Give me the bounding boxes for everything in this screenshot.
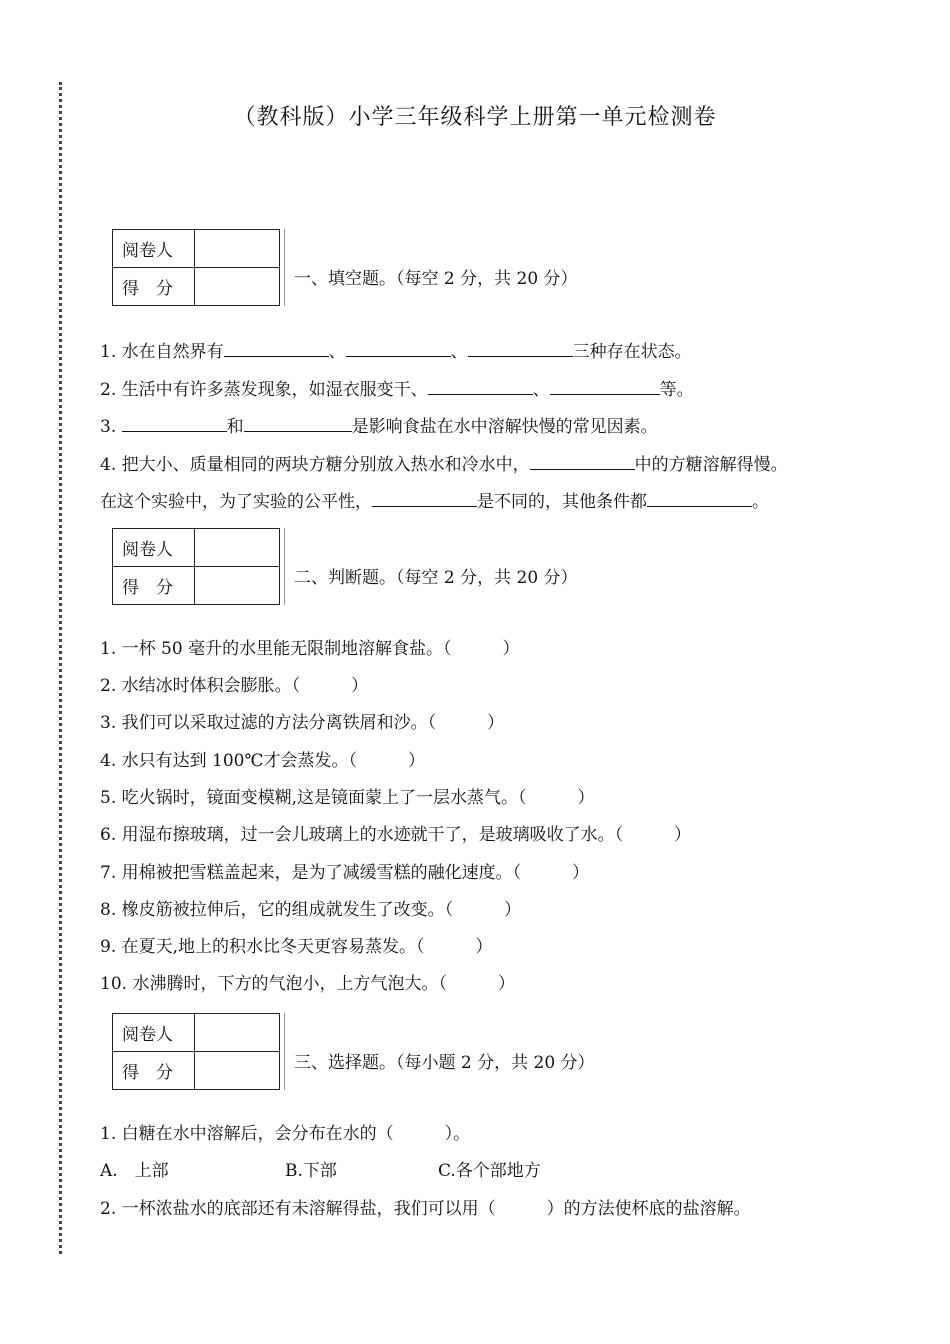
fill-question-4: [100, 451, 788, 477]
judge-question-5: 5. 吃火锅时，镜面变模糊,这是镜面蒙上了一层水蒸气。（ ）: [100, 788, 595, 808]
q-text: 3.: [100, 417, 122, 437]
fill-question-1: [100, 338, 692, 364]
section-heading-true-false: 二、判断题。（每空 2 分，共 20 分）: [294, 568, 578, 588]
reviewer-label: 阅卷人: [113, 1014, 195, 1052]
q-text: 和: [226, 417, 244, 437]
answer-blank[interactable]: [530, 451, 635, 470]
q-text: 中的方糖溶解得慢。: [634, 455, 788, 475]
option-a[interactable]: A. 上部: [100, 1161, 169, 1181]
fill-question-2: [100, 376, 694, 402]
answer-blank[interactable]: [244, 413, 352, 432]
fill-question-4-cont: [100, 488, 769, 514]
score-cell: [195, 567, 280, 605]
score-box-divider: [284, 229, 285, 306]
reviewer-label: 阅卷人: [113, 230, 195, 268]
reviewer-cell: [195, 230, 280, 268]
q-text: 4. 把大小、质量相同的两块方糖分别放入热水和冷水中，: [100, 455, 530, 475]
q-text: 在这个实验中，为了实验的公平性，: [100, 492, 372, 512]
q-text: 是影响食盐在水中溶解快慢的常见因素。: [351, 417, 658, 437]
answer-blank[interactable]: [647, 488, 752, 507]
q-text: 2. 生活中有许多蒸发现象，如湿衣服变干、: [100, 380, 428, 400]
q-text: 等。: [659, 380, 694, 400]
score-label: 得 分: [113, 268, 195, 306]
judge-question-3: 3. 我们可以采取过滤的方法分离铁屑和沙。（ ）: [100, 713, 505, 733]
reviewer-cell: [195, 529, 280, 567]
score-box-divider: [284, 1013, 285, 1090]
answer-blank[interactable]: [428, 376, 533, 395]
answer-blank[interactable]: [468, 338, 573, 357]
q-text: 三种存在状态。: [572, 342, 692, 362]
score-label: 得 分: [113, 1052, 195, 1090]
choice-question-1: 1. 白糖在水中溶解后，会分布在水的（ ）。: [100, 1124, 471, 1144]
judge-question-7: 7. 用棉被把雪糕盖起来，是为了减缓雪糕的融化速度。（ ）: [100, 863, 590, 883]
score-box-divider: [284, 528, 285, 605]
judge-question-2: 2. 水结冰时体积会膨胀。（ ）: [100, 676, 369, 696]
q-text: 、: [328, 342, 346, 362]
score-cell: [195, 1052, 280, 1090]
answer-blank[interactable]: [122, 413, 227, 432]
q-text: 1. 水在自然界有: [100, 342, 224, 362]
judge-question-4: 4. 水只有达到 100℃才会蒸发。（ ）: [100, 751, 425, 771]
page-title: （教科版）小学三年级科学上册第一单元检测卷: [233, 105, 717, 130]
score-box: [112, 229, 280, 306]
reviewer-cell: [195, 1014, 280, 1052]
section-heading-choice: 三、选择题。（每小题 2 分，共 20 分）: [294, 1053, 595, 1073]
answer-blank[interactable]: [346, 338, 451, 357]
score-box: [112, 1013, 280, 1090]
section-heading-fill-blank: 一、填空题。（每空 2 分，共 20 分）: [294, 269, 578, 289]
option-b[interactable]: B.下部: [285, 1161, 337, 1181]
binding-dotted-line: [59, 82, 62, 1254]
q-text: 、: [532, 380, 550, 400]
answer-blank[interactable]: [224, 338, 329, 357]
choice-question-2: 2. 一杯浓盐水的底部还有未溶解得盐，我们可以用（ ）的方法使杯底的盐溶解。: [100, 1199, 751, 1219]
answer-blank[interactable]: [372, 488, 477, 507]
score-cell: [195, 268, 280, 306]
option-c[interactable]: C.各个部地方: [438, 1161, 541, 1181]
reviewer-label: 阅卷人: [113, 529, 195, 567]
fill-question-3: [100, 413, 658, 439]
q-text: 。: [752, 492, 769, 512]
judge-question-1: 1. 一杯 50 毫升的水里能无限制地溶解食盐。（ ）: [100, 639, 520, 659]
q-text: 是不同的，其他条件都: [477, 492, 647, 512]
score-box: [112, 528, 280, 605]
q-text: 、: [450, 342, 468, 362]
score-label: 得 分: [113, 567, 195, 605]
judge-question-10: 10. 水沸腾时，下方的气泡小，上方气泡大。（ ）: [100, 974, 515, 994]
judge-question-6: 6. 用湿布擦玻璃，过一会儿玻璃上的水迹就干了，是玻璃吸收了水。（ ）: [100, 825, 692, 845]
judge-question-8: 8. 橡皮筋被拉伸后，它的组成就发生了改变。（ ）: [100, 900, 522, 920]
answer-blank[interactable]: [550, 376, 660, 395]
judge-question-9: 9. 在夏天,地上的积水比冬天更容易蒸发。（ ）: [100, 937, 493, 957]
